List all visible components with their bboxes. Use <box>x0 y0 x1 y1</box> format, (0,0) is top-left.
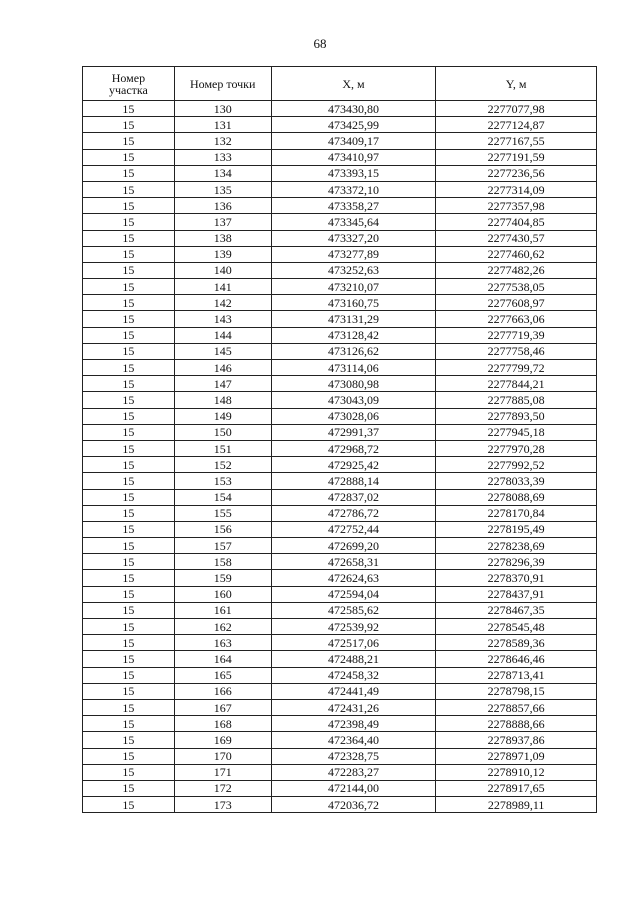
cell-plot-number: 15 <box>83 295 175 311</box>
cell-plot-number: 15 <box>83 246 175 262</box>
cell-x: 472144,00 <box>271 780 436 796</box>
table-row <box>83 246 597 262</box>
cell-plot-number: 15 <box>83 619 175 635</box>
cell-plot-number: 15 <box>83 133 175 149</box>
table-row <box>83 716 597 732</box>
cell-x: 473409,17 <box>271 133 436 149</box>
cell-y: 2278917,65 <box>436 780 597 796</box>
cell-plot-number: 15 <box>83 602 175 618</box>
cell-y: 2277236,56 <box>436 165 597 181</box>
table-row <box>83 505 597 521</box>
cell-y: 2277482,26 <box>436 262 597 278</box>
table-row <box>83 376 597 392</box>
header-plot-number <box>83 67 175 101</box>
cell-x: 473080,98 <box>271 376 436 392</box>
cell-x: 473393,15 <box>271 165 436 181</box>
cell-plot-number: 15 <box>83 748 175 764</box>
table-row <box>83 764 597 780</box>
header-point-number: Номер точки <box>174 67 271 101</box>
cell-x: 473277,89 <box>271 246 436 262</box>
cell-plot-number: 15 <box>83 732 175 748</box>
cell-point-number: 136 <box>174 198 271 214</box>
cell-y: 2278989,11 <box>436 797 597 813</box>
cell-x: 473358,27 <box>271 198 436 214</box>
cell-point-number: 141 <box>174 279 271 295</box>
cell-y: 2277167,55 <box>436 133 597 149</box>
table-row <box>83 586 597 602</box>
cell-y: 2277608,97 <box>436 295 597 311</box>
cell-point-number: 146 <box>174 360 271 376</box>
cell-x: 472398,49 <box>271 716 436 732</box>
cell-plot-number: 15 <box>83 457 175 473</box>
cell-point-number: 144 <box>174 327 271 343</box>
cell-point-number: 170 <box>174 748 271 764</box>
cell-plot-number: 15 <box>83 764 175 780</box>
cell-y: 2278937,86 <box>436 732 597 748</box>
cell-plot-number: 15 <box>83 780 175 796</box>
cell-point-number: 160 <box>174 586 271 602</box>
cell-plot-number: 15 <box>83 392 175 408</box>
table-row <box>83 214 597 230</box>
cell-plot-number: 15 <box>83 473 175 489</box>
cell-y: 2278033,39 <box>436 473 597 489</box>
cell-x: 472624,63 <box>271 570 436 586</box>
cell-plot-number: 15 <box>83 554 175 570</box>
table-row <box>83 198 597 214</box>
table-row <box>83 538 597 554</box>
table-row <box>83 117 597 133</box>
table-row <box>83 101 597 117</box>
cell-plot-number: 15 <box>83 797 175 813</box>
cell-x: 472968,72 <box>271 440 436 456</box>
cell-plot-number: 15 <box>83 667 175 683</box>
cell-x: 472658,31 <box>271 554 436 570</box>
cell-x: 472786,72 <box>271 505 436 521</box>
cell-plot-number: 15 <box>83 311 175 327</box>
cell-plot-number: 15 <box>83 683 175 699</box>
cell-x: 473252,63 <box>271 262 436 278</box>
header-row <box>83 67 597 101</box>
table-row <box>83 408 597 424</box>
cell-plot-number: 15 <box>83 181 175 197</box>
cell-point-number: 135 <box>174 181 271 197</box>
cell-x: 473430,80 <box>271 101 436 117</box>
cell-plot-number: 15 <box>83 343 175 359</box>
table-row <box>83 360 597 376</box>
table-row <box>83 295 597 311</box>
table-row <box>83 181 597 197</box>
table-row <box>83 392 597 408</box>
cell-y: 2277124,87 <box>436 117 597 133</box>
cell-x: 472431,26 <box>271 699 436 715</box>
cell-y: 2277719,39 <box>436 327 597 343</box>
cell-y: 2277314,09 <box>436 181 597 197</box>
cell-point-number: 132 <box>174 133 271 149</box>
cell-point-number: 161 <box>174 602 271 618</box>
header-plot-line2: участка <box>108 82 148 97</box>
cell-y: 2278195,49 <box>436 521 597 537</box>
cell-point-number: 166 <box>174 683 271 699</box>
cell-point-number: 171 <box>174 764 271 780</box>
cell-y: 2277992,52 <box>436 457 597 473</box>
cell-plot-number: 15 <box>83 279 175 295</box>
cell-plot-number: 15 <box>83 424 175 440</box>
cell-point-number: 145 <box>174 343 271 359</box>
cell-x: 473160,75 <box>271 295 436 311</box>
table-row <box>83 570 597 586</box>
cell-x: 473114,06 <box>271 360 436 376</box>
cell-y: 2278088,69 <box>436 489 597 505</box>
cell-plot-number: 15 <box>83 521 175 537</box>
cell-x: 473126,62 <box>271 343 436 359</box>
cell-y: 2278296,39 <box>436 554 597 570</box>
cell-x: 472699,20 <box>271 538 436 554</box>
cell-point-number: 134 <box>174 165 271 181</box>
cell-plot-number: 15 <box>83 586 175 602</box>
cell-y: 2277430,57 <box>436 230 597 246</box>
table-row <box>83 651 597 667</box>
cell-point-number: 156 <box>174 521 271 537</box>
cell-point-number: 140 <box>174 262 271 278</box>
cell-plot-number: 15 <box>83 376 175 392</box>
coordinates-table <box>82 66 597 813</box>
cell-x: 473327,20 <box>271 230 436 246</box>
cell-x: 472488,21 <box>271 651 436 667</box>
table-row <box>83 457 597 473</box>
cell-x: 473410,97 <box>271 149 436 165</box>
cell-y: 2278971,09 <box>436 748 597 764</box>
cell-point-number: 147 <box>174 376 271 392</box>
cell-point-number: 169 <box>174 732 271 748</box>
cell-x: 473372,10 <box>271 181 436 197</box>
cell-y: 2277404,85 <box>436 214 597 230</box>
table-row <box>83 473 597 489</box>
cell-plot-number: 15 <box>83 716 175 732</box>
table-row <box>83 149 597 165</box>
cell-plot-number: 15 <box>83 489 175 505</box>
cell-point-number: 165 <box>174 667 271 683</box>
table-row <box>83 327 597 343</box>
cell-y: 2277885,08 <box>436 392 597 408</box>
cell-y: 2278437,91 <box>436 586 597 602</box>
cell-point-number: 131 <box>174 117 271 133</box>
cell-x: 472036,72 <box>271 797 436 813</box>
table-row <box>83 554 597 570</box>
cell-y: 2278170,84 <box>436 505 597 521</box>
cell-y: 2277663,06 <box>436 311 597 327</box>
table-row <box>83 165 597 181</box>
cell-x: 472364,40 <box>271 732 436 748</box>
cell-y: 2278713,41 <box>436 667 597 683</box>
cell-y: 2278370,91 <box>436 570 597 586</box>
cell-point-number: 163 <box>174 635 271 651</box>
cell-y: 2278545,48 <box>436 619 597 635</box>
cell-y: 2277538,05 <box>436 279 597 295</box>
cell-point-number: 155 <box>174 505 271 521</box>
cell-point-number: 149 <box>174 408 271 424</box>
cell-point-number: 152 <box>174 457 271 473</box>
table-row <box>83 732 597 748</box>
cell-point-number: 159 <box>174 570 271 586</box>
cell-plot-number: 15 <box>83 262 175 278</box>
cell-x: 472752,44 <box>271 521 436 537</box>
cell-x: 472539,92 <box>271 619 436 635</box>
cell-y: 2278910,12 <box>436 764 597 780</box>
table-row <box>83 635 597 651</box>
cell-plot-number: 15 <box>83 327 175 343</box>
cell-point-number: 137 <box>174 214 271 230</box>
cell-y: 2277077,98 <box>436 101 597 117</box>
cell-plot-number: 15 <box>83 570 175 586</box>
cell-x: 472585,62 <box>271 602 436 618</box>
table-header <box>83 67 597 101</box>
cell-plot-number: 15 <box>83 230 175 246</box>
cell-y: 2277893,50 <box>436 408 597 424</box>
table-row <box>83 602 597 618</box>
cell-y: 2278798,15 <box>436 683 597 699</box>
cell-point-number: 173 <box>174 797 271 813</box>
cell-point-number: 142 <box>174 295 271 311</box>
cell-y: 2278467,35 <box>436 602 597 618</box>
cell-x: 473128,42 <box>271 327 436 343</box>
cell-y: 2277945,18 <box>436 424 597 440</box>
cell-y: 2277758,46 <box>436 343 597 359</box>
cell-y: 2278238,69 <box>436 538 597 554</box>
cell-x: 472991,37 <box>271 424 436 440</box>
cell-point-number: 172 <box>174 780 271 796</box>
cell-plot-number: 15 <box>83 635 175 651</box>
cell-plot-number: 15 <box>83 408 175 424</box>
cell-point-number: 158 <box>174 554 271 570</box>
cell-y: 2277799,72 <box>436 360 597 376</box>
table-row <box>83 683 597 699</box>
cell-y: 2277191,59 <box>436 149 597 165</box>
cell-y: 2278888,66 <box>436 716 597 732</box>
cell-x: 473131,29 <box>271 311 436 327</box>
cell-point-number: 168 <box>174 716 271 732</box>
cell-plot-number: 15 <box>83 165 175 181</box>
cell-y: 2278589,36 <box>436 635 597 651</box>
cell-point-number: 157 <box>174 538 271 554</box>
cell-y: 2277970,28 <box>436 440 597 456</box>
cell-x: 472328,75 <box>271 748 436 764</box>
cell-plot-number: 15 <box>83 149 175 165</box>
table-row <box>83 489 597 505</box>
cell-plot-number: 15 <box>83 198 175 214</box>
cell-point-number: 130 <box>174 101 271 117</box>
cell-y: 2277357,98 <box>436 198 597 214</box>
cell-point-number: 164 <box>174 651 271 667</box>
cell-x: 473043,09 <box>271 392 436 408</box>
header-y-coordinate: Y, м <box>436 67 597 101</box>
cell-x: 473210,07 <box>271 279 436 295</box>
cell-x: 472888,14 <box>271 473 436 489</box>
table-row <box>83 667 597 683</box>
table-body <box>83 101 597 813</box>
table-row <box>83 230 597 246</box>
table-row <box>83 797 597 813</box>
cell-point-number: 138 <box>174 230 271 246</box>
cell-point-number: 154 <box>174 489 271 505</box>
cell-point-number: 150 <box>174 424 271 440</box>
cell-x: 472458,32 <box>271 667 436 683</box>
cell-x: 472594,04 <box>271 586 436 602</box>
cell-y: 2278857,66 <box>436 699 597 715</box>
cell-plot-number: 15 <box>83 699 175 715</box>
cell-x: 473425,99 <box>271 117 436 133</box>
cell-y: 2277460,62 <box>436 246 597 262</box>
cell-plot-number: 15 <box>83 117 175 133</box>
table-row <box>83 521 597 537</box>
cell-plot-number: 15 <box>83 440 175 456</box>
table-row <box>83 424 597 440</box>
cell-plot-number: 15 <box>83 538 175 554</box>
cell-x: 472283,27 <box>271 764 436 780</box>
cell-plot-number: 15 <box>83 214 175 230</box>
header-plot-line1: Номер <box>111 70 146 85</box>
table-row <box>83 748 597 764</box>
cell-x: 472837,02 <box>271 489 436 505</box>
cell-y: 2278646,46 <box>436 651 597 667</box>
cell-point-number: 143 <box>174 311 271 327</box>
table-row <box>83 440 597 456</box>
table-row <box>83 619 597 635</box>
cell-point-number: 133 <box>174 149 271 165</box>
table-row <box>83 133 597 149</box>
cell-point-number: 148 <box>174 392 271 408</box>
cell-point-number: 162 <box>174 619 271 635</box>
table-row <box>83 279 597 295</box>
cell-x: 472925,42 <box>271 457 436 473</box>
cell-plot-number: 15 <box>83 101 175 117</box>
header-x-coordinate: X, м <box>271 67 436 101</box>
cell-plot-number: 15 <box>83 505 175 521</box>
table-row <box>83 343 597 359</box>
cell-plot-number: 15 <box>83 651 175 667</box>
table-row <box>83 780 597 796</box>
cell-x: 473028,06 <box>271 408 436 424</box>
cell-plot-number: 15 <box>83 360 175 376</box>
cell-point-number: 139 <box>174 246 271 262</box>
cell-point-number: 167 <box>174 699 271 715</box>
cell-x: 472441,49 <box>271 683 436 699</box>
table-row <box>83 699 597 715</box>
cell-x: 473345,64 <box>271 214 436 230</box>
table-row <box>83 262 597 278</box>
table-row <box>83 311 597 327</box>
cell-x: 472517,06 <box>271 635 436 651</box>
page-number: 68 <box>313 36 327 51</box>
cell-y: 2277844,21 <box>436 376 597 392</box>
cell-point-number: 151 <box>174 440 271 456</box>
cell-point-number: 153 <box>174 473 271 489</box>
